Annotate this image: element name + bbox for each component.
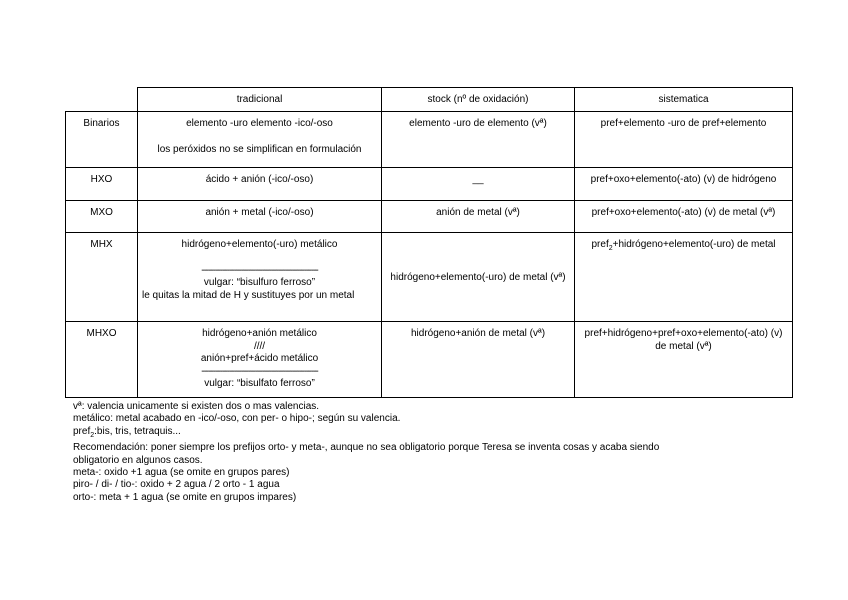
- row-label-mhx: MHX: [66, 233, 138, 322]
- note-prefijos: [73, 426, 659, 442]
- note-piro: piro- / di- / tio-: oxido + 2 agua / 2 orto - 1 agua: [73, 479, 280, 491]
- note-meta: meta-: oxido +1 agua (se omite en grupos pares): [73, 467, 290, 479]
- cell-mhx-tradicional: [138, 233, 382, 322]
- mhxo-trad-line4: vulgar: “bisulfato ferroso”: [204, 378, 315, 389]
- table-row-hxo: [66, 168, 793, 201]
- mhx-sist-rest: +hidrógeno+elemento(-uro) de metal: [612, 239, 776, 250]
- table-row-mxo: [66, 201, 793, 233]
- header-tradicional: tradicional: [138, 88, 382, 112]
- row-label-hxo: HXO: [66, 168, 138, 201]
- mhxo-trad-separator: --------------------------------------------------: [201, 365, 318, 377]
- note-orto: orto-: meta + 1 agua (se omite en grupos impares): [73, 491, 297, 503]
- cell-mxo-stock: anión de metal (vª): [382, 201, 575, 233]
- row-label-mhxo: MHXO: [66, 322, 138, 398]
- note-pref: pref: [73, 425, 91, 437]
- mhxo-trad-line3: anión+pref+ácido metálico: [200, 353, 319, 364]
- cell-mhxo-sistematica: pref+hidrógeno+pref+oxo+elemento(-ato) (v) de metal (vª): [575, 322, 793, 398]
- header-sistematica: sistematica: [575, 88, 793, 112]
- note-pref-subscript: 2: [90, 431, 95, 439]
- cell-mhx-sistematica: [575, 233, 793, 322]
- note-recomendacion: Recomendación: poner siempre los prefijos orto- y meta-, aunque no sea obligatorio porque Teresa se inventa cosas y acaba siendo: [73, 442, 660, 454]
- mhx-sist-pref: pref: [591, 239, 609, 250]
- mhx-trad-line1: hidrógeno+elemento(-uro) metálico: [181, 239, 338, 250]
- binarios-trad-line2: los peróxidos no se simplifican en formulación: [157, 143, 362, 155]
- cell-hxo-stock: __: [382, 168, 575, 201]
- mhx-sist-subscript: 2: [608, 245, 613, 252]
- cell-mhxo-stock: hidrógeno+anión de metal (vª): [382, 322, 575, 398]
- mhx-trad-line2: vulgar: “bisulfuro ferroso”: [203, 277, 316, 288]
- row-label-mxo: MXO: [66, 201, 138, 233]
- table-row-binarios: [66, 112, 793, 168]
- mhxo-trad-line1: hidrógeno+anión metálico: [202, 328, 317, 339]
- binarios-trad-line1: elemento -uro elemento -ico/-oso: [186, 118, 333, 129]
- cell-mxo-tradicional: anión + metal (-ico/-oso): [138, 201, 382, 233]
- mhx-trad-separator: --------------------------------------------------: [201, 264, 318, 276]
- cell-mxo-sistematica: pref+oxo+elemento(-ato) (v) de metal (vª): [575, 201, 793, 233]
- header-corner-cell: [66, 88, 138, 112]
- mhxo-trad-line2: ////: [253, 340, 266, 352]
- header-stock: stock (nº de oxidación): [382, 88, 575, 112]
- note-metalico: metálico: metal acabado en -ico/-oso, con per- o hipo-; según su valencia.: [73, 413, 401, 425]
- table-header-row: [66, 88, 793, 112]
- row-label-binarios: Binarios: [66, 112, 138, 168]
- cell-mhxo-tradicional: [138, 322, 382, 398]
- nomenclature-table: [65, 87, 793, 398]
- cell-hxo-tradicional: ácido + anión (-ico/-oso): [138, 168, 382, 201]
- cell-binarios-tradicional: [138, 112, 382, 168]
- note-pref-rest: :bis, tris, tetraquis...: [94, 425, 181, 437]
- cell-binarios-sistematica: pref+elemento -uro de pref+elemento: [575, 112, 793, 168]
- note-valencia: vª: valencia unicamente si existen dos o mas valencias.: [73, 401, 320, 412]
- notes-section: [73, 401, 659, 504]
- mhx-trad-line3: le quitas la mitad de H y sustituyes por un metal: [142, 289, 355, 301]
- table-row-mhxo: [66, 322, 793, 398]
- table-row-mhx: [66, 233, 793, 322]
- cell-binarios-stock: elemento -uro de elemento (vª): [382, 112, 575, 168]
- cell-mhx-stock: hidrógeno+elemento(-uro) de metal (vª): [382, 233, 575, 322]
- cell-hxo-sistematica: pref+oxo+elemento(-ato) (v) de hidrógeno: [575, 168, 793, 201]
- note-recomendacion-cont: obligatorio en algunos casos.: [73, 454, 203, 466]
